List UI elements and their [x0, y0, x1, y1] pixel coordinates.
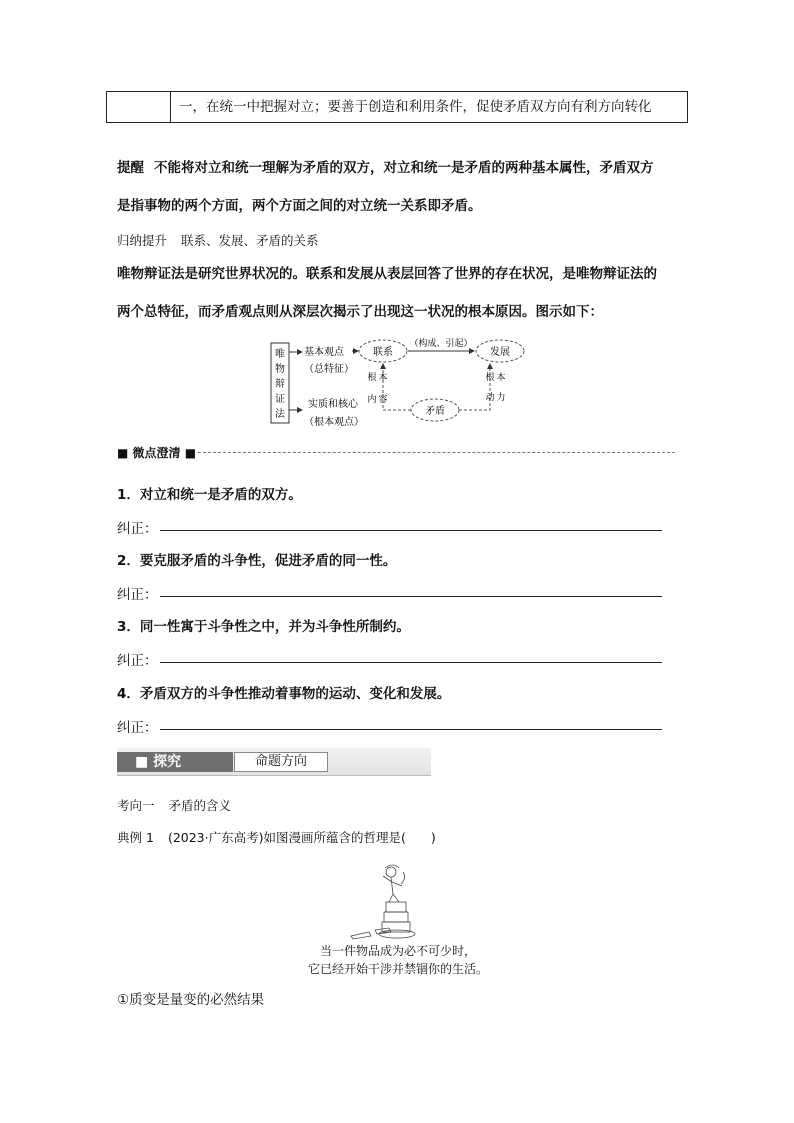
essence-core-label: 实质和核心	[308, 399, 358, 410]
clarify-divider	[198, 452, 675, 453]
root-power-char: 本	[496, 373, 506, 383]
cartoon-illustration	[345, 862, 445, 940]
dialectics-char: 法	[275, 409, 285, 420]
answer-line[interactable]	[160, 596, 662, 597]
option-1[interactable]: ①质变是量变的必然结果	[117, 992, 265, 1008]
correct-label: 纠正：	[117, 720, 158, 736]
answer-line[interactable]	[160, 662, 662, 663]
banner-underline	[117, 775, 431, 776]
example-line	[117, 828, 436, 846]
direction-heading	[117, 796, 231, 814]
root-content-char: 根	[367, 373, 377, 383]
table-row	[106, 91, 688, 123]
dialectics-char: 唯	[275, 349, 285, 360]
banner-direction: 命题方向	[234, 752, 328, 772]
square-bullet-icon: ■	[117, 446, 133, 460]
summary-heading	[117, 231, 319, 249]
root-view-label: （根本观点）	[304, 417, 364, 428]
root-power-char: 力	[496, 393, 506, 403]
reminder-text-1: 不能将对立和统一理解为矛盾的双方，对立和统一是矛盾的两种基本属性，矛盾双方	[154, 160, 654, 176]
dialectics-char: 证	[275, 394, 285, 405]
summary-line-2: 两个总特征，而矛盾观点则从深层次揭示了出现这一状况的根本原因。图示如下：	[117, 304, 603, 320]
root-power-char: 动	[485, 393, 495, 403]
summary-heading-label: 归纳提升	[117, 233, 168, 248]
root-content-char: 内	[367, 395, 377, 405]
cartoon-caption-2: 它已经开始干涉并禁锢你的生活。	[307, 962, 488, 976]
reminder-line-2: 是指事物的两个方面，两个方面之间的对立统一关系即矛盾。	[117, 198, 482, 214]
correct-label: 纠正：	[117, 587, 158, 603]
clarify-title	[117, 444, 196, 461]
clarify-item-3: 3．同一性寓于斗争性之中，并为斗争性所制约。	[117, 619, 410, 635]
square-bullet-icon: ■	[180, 446, 197, 460]
example-text: (2023·广东高考)如图漫画所蕴含的哲理是( )	[167, 830, 436, 845]
clarify-item-1: 1．对立和统一是矛盾的双方。	[117, 487, 302, 503]
correct-label: 纠正：	[117, 653, 158, 669]
direction-label: 考向一	[117, 798, 155, 813]
example-label: 典例 1	[117, 830, 154, 845]
summary-line-1: 唯物辩证法是研究世界状况的。联系和发展从表层回答了世界的存在状况，是唯物辩证法的	[117, 266, 657, 282]
table-cell-text: 一，在统一中把握对立；要善于创造和利用条件，促使矛盾双方向有利方向转化	[179, 99, 652, 115]
banner-explore-label: ■ 探究	[135, 754, 182, 770]
constitute-cause-label: （构成、引起）	[409, 339, 473, 349]
answer-line[interactable]	[160, 530, 662, 531]
root-content-char: 本	[378, 373, 388, 383]
development-label: 发展	[490, 347, 510, 358]
general-feature-label: （总特征）	[304, 364, 354, 375]
relationship-diagram	[260, 332, 550, 432]
clarify-item-4: 4．矛盾双方的斗争性推动着事物的运动、变化和发展。	[117, 686, 451, 702]
connection-label: 联系	[373, 347, 393, 358]
dialectics-char: 辩	[275, 379, 285, 390]
dialectics-char: 物	[275, 364, 285, 375]
clarify-item-2: 2．要克服矛盾的斗争性，促进矛盾的同一性。	[117, 553, 397, 569]
contradiction-label: 矛盾	[425, 406, 445, 417]
reminder-label: 提醒	[117, 160, 144, 176]
table-cell-empty	[107, 92, 171, 122]
correct-label: 纠正：	[117, 521, 158, 537]
direction-topic: 矛盾的含义	[168, 798, 232, 813]
basic-view-label: 基本观点	[304, 347, 344, 358]
reminder-line-1	[117, 156, 654, 176]
banner-explore	[117, 752, 233, 772]
cartoon-caption-1: 当一件物品成为必不可少时，	[319, 944, 476, 958]
summary-subheading: 联系、发展、矛盾的关系	[181, 233, 319, 248]
root-power-char: 根	[485, 373, 495, 383]
clarify-title-text: 微点澄清	[132, 446, 181, 460]
root-content-char: 容	[378, 395, 388, 405]
answer-line[interactable]	[160, 729, 662, 730]
